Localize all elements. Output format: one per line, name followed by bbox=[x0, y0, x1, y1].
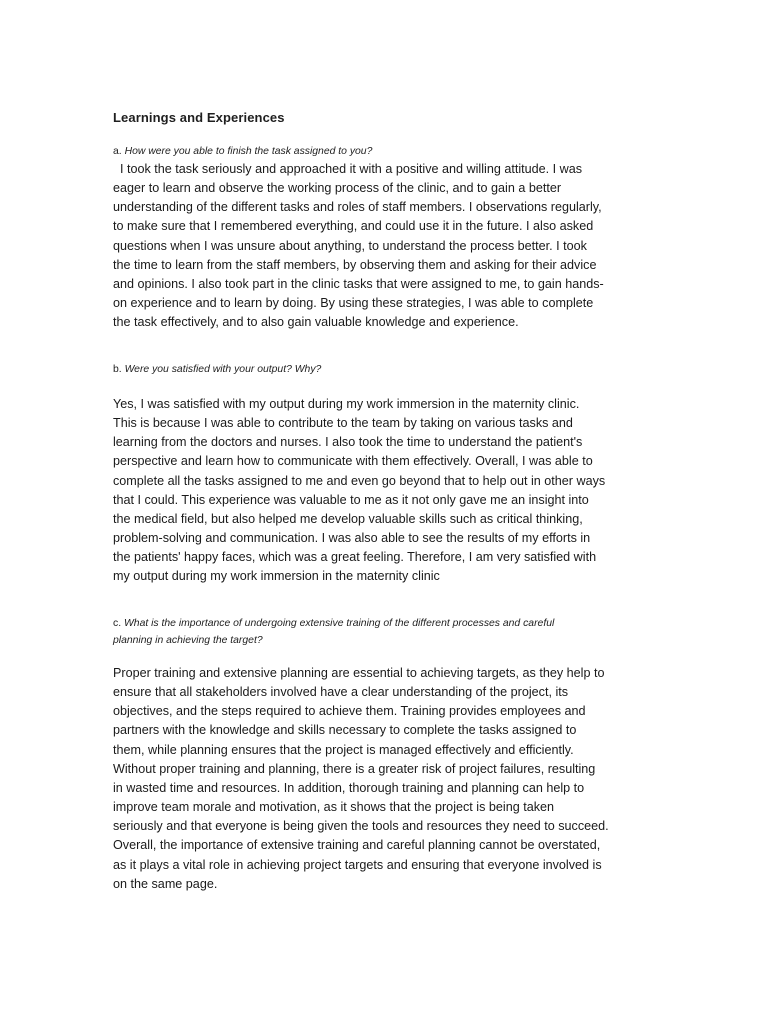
answer-c-line: on the same page. bbox=[113, 876, 218, 891]
answer-b-line: the medical field, but also helped me develop valuable skills such as critical thinking, bbox=[113, 511, 583, 526]
answer-b-line: complete all the tasks assigned to me and even go beyond that to help out in other ways bbox=[113, 473, 606, 488]
answer-b-line: perspective and learn how to communicate with them effectively. Overall, I was able to bbox=[113, 454, 593, 469]
answer-a-line: the task effectively, and to also gain valuable knowledge and experience. bbox=[113, 315, 519, 330]
answer-c-line: Without proper training and planning, there is a greater risk of project failures, resulting bbox=[113, 761, 596, 776]
answer-b-line: This is because I was able to contribute to the team by taking on various tasks and bbox=[113, 416, 573, 431]
answer-b bbox=[113, 395, 661, 587]
answer-a-line: to make sure that I remembered everything, and could use it in the future. I also asked bbox=[113, 219, 594, 234]
answer-c-line: Overall, the importance of extensive training and careful planning cannot be overstated, bbox=[113, 838, 601, 853]
answer-c bbox=[113, 664, 661, 894]
question-b-letter: b. bbox=[113, 364, 122, 375]
answer-a bbox=[113, 160, 661, 332]
answer-b-line: the patients' happy faces, which was a great feeling. Therefore, I am very satisfied with bbox=[113, 550, 597, 565]
question-a bbox=[113, 144, 643, 161]
question-b bbox=[113, 362, 643, 379]
answer-a-line: understanding of the different tasks and roles of staff members. I observations regularly, bbox=[113, 200, 602, 215]
answer-a-line: the time to learn from the staff members, by observing them and asking for their advice bbox=[113, 257, 597, 272]
answer-a-line: on experience and to learn by doing. By using these strategies, I was able to complete bbox=[113, 296, 594, 311]
answer-c-line: ensure that all stakeholders involved have a clear understanding of the project, its bbox=[113, 685, 569, 700]
answer-a-line: I took the task seriously and approached it with a positive and willing attitude. I was bbox=[113, 162, 583, 176]
answer-a-line: questions when I was unsure about anything, to understand the process better. I took bbox=[113, 238, 587, 253]
question-c-text-line: planning in achieving the target? bbox=[113, 634, 263, 646]
answer-a-line: and opinions. I also took part in the clinic tasks that were assigned to me, to gain hands- bbox=[113, 276, 604, 291]
answer-c-line: partners with the knowledge and skills necessary to complete the tasks assigned to bbox=[113, 723, 577, 738]
answer-a-line: eager to learn and observe the working process of the clinic, and to gain a better bbox=[113, 181, 562, 196]
answer-c-line: as it plays a vital role in achieving project targets and ensuring that everyone involved is bbox=[113, 857, 602, 872]
question-c bbox=[113, 616, 643, 649]
question-a-text: How were you able to finish the task assigned to you? bbox=[124, 146, 373, 157]
answer-c-line: in wasted time and resources. In addition, thorough training and planning can help to bbox=[113, 780, 585, 795]
answer-b-line: problem-solving and communication. I was also able to see the results of my efforts in bbox=[113, 531, 591, 546]
answer-c-line: seriously and that everyone is being given the tools and resources they need to succeed. bbox=[113, 819, 609, 834]
answer-b-line: my output during my work immersion in the maternity clinic bbox=[113, 569, 440, 584]
page-title: Learnings and Experiences bbox=[113, 110, 285, 125]
question-c-letter: c. bbox=[113, 618, 122, 629]
answer-c-line: objectives, and the steps required to achieve them. Training provides employees and bbox=[113, 704, 586, 719]
answer-b-line: Yes, I was satisfied with my output during my work immersion in the maternity clinic. bbox=[113, 397, 580, 411]
answer-c-line: improve team morale and motivation, as it shows that the project is being taken bbox=[113, 800, 555, 815]
answer-c-line: Proper training and extensive planning are essential to achieving targets, as they help to bbox=[113, 666, 605, 680]
question-b-text: Were you satisfied with your output? Why? bbox=[124, 364, 322, 375]
question-a-letter: a. bbox=[113, 146, 122, 157]
answer-b-line: that I could. This experience was valuable to me as it not only gave me an insight into bbox=[113, 492, 589, 507]
question-c-text-line: What is the importance of undergoing extensive training of the different processes and careful bbox=[123, 618, 555, 629]
answer-b-line: learning from the doctors and nurses. I also took the time to understand the patient's bbox=[113, 435, 583, 450]
answer-c-line: them, while planning ensures that the project is managed effectively and efficiently. bbox=[113, 742, 574, 757]
